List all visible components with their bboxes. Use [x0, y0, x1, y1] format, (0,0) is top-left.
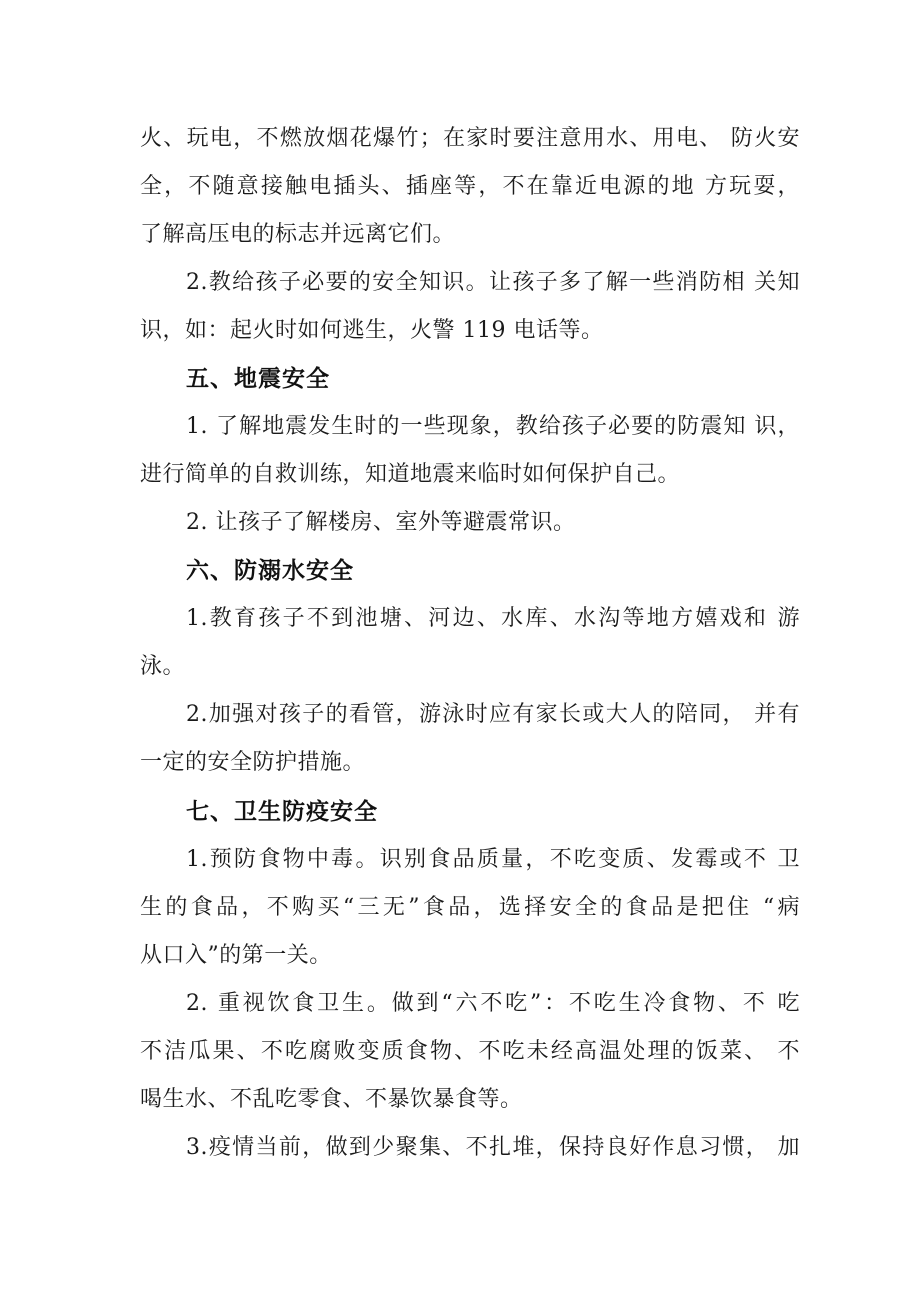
paragraph-line: 火、玩电，不燃放烟花爆竹；在家时要注意用水、用电、 防火安 [140, 126, 800, 151]
paragraph-line: 3.疫情当前，做到少聚集、不扎堆，保持良好作息习惯， 加 [186, 1135, 800, 1160]
paragraph-line: 1. 了解地震发生时的一些现象，教给孩子必要的防震知 识， [186, 414, 800, 439]
paragraph-line: 进行简单的自救训练，知道地震来临时如何保护自己。 [140, 462, 681, 487]
paragraph-line: 了解高压电的标志并远离它们。 [140, 222, 456, 247]
paragraph-line: 喝生水、不乱吃零食、不暴饮暴食等。 [140, 1087, 523, 1112]
paragraph-line: 识，如：起火时如何逃生，火警 119 电话等。 [140, 318, 604, 343]
paragraph-line: 2.教给孩子必要的安全知识。让孩子多了解一些消防相 关知 [186, 270, 800, 295]
paragraph-line: 泳。 [140, 654, 186, 679]
paragraph-line: 1.预防食物中毒。识别食品质量，不吃变质、发霉或不 卫 [186, 847, 800, 872]
paragraph-line: 全，不随意接触电插头、插座等，不在靠近电源的地 方玩耍， [140, 174, 800, 199]
paragraph-line: 一定的安全防护措施。 [140, 750, 366, 775]
section-heading-earthquake: 五、地震安全 [186, 366, 330, 392]
paragraph-line: 2.加强对孩子的看管，游泳时应有家长或大人的陪同， 并有 [186, 702, 800, 727]
section-heading-drowning: 六、防溺水安全 [186, 558, 354, 584]
section-heading-hygiene: 七、卫生防疫安全 [186, 799, 378, 825]
paragraph-line: 生的食品，不购买“三无”食品，选择安全的食品是把住 “病 [140, 895, 800, 920]
paragraph-line: 1.教育孩子不到池塘、河边、水库、水沟等地方嬉戏和 游 [186, 606, 800, 631]
paragraph-line: 不洁瓜果、不吃腐败变质食物、不吃未经高温处理的饭菜、 不 [140, 1039, 800, 1064]
paragraph-line: 从口入”的第一关。 [140, 943, 332, 968]
paragraph-line: 2. 重视饮食卫生。做到“六不吃”：不吃生冷食物、不 吃 [186, 991, 800, 1016]
paragraph-line: 2. 让孩子了解楼房、室外等避震常识。 [186, 510, 576, 535]
